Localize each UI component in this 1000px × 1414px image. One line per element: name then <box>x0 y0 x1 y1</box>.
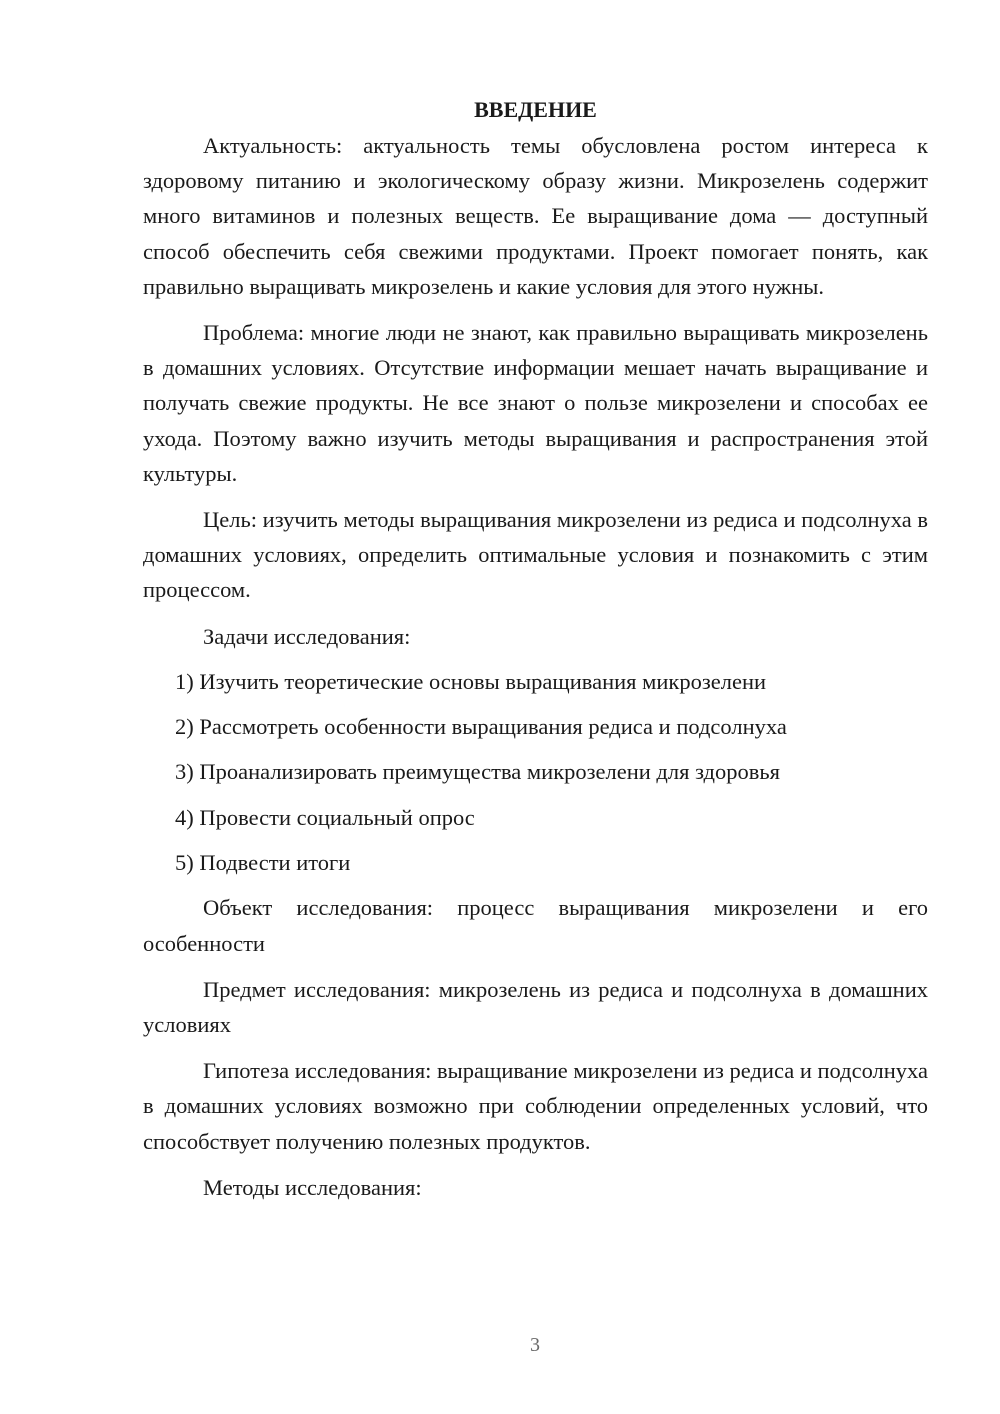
list-item: 1) Изучить теоретические основы выращивания микрозелени <box>175 668 767 694</box>
paragraph-goal: Цель: изучить методы выращивания микрозелени из редиса и подсолнуха в домашних условиях, определить оптимальные условия и познакомить с этим процессом. <box>143 507 928 603</box>
list-item: 3) Проанализировать преимущества микрозелени для здоровья <box>175 759 780 785</box>
section-heading: ВВЕДЕНИЕ <box>474 97 597 122</box>
list-item: 2) Рассмотреть особенности выращивания редиса и подсолнуха <box>175 714 787 740</box>
paragraph-subject: Предмет исследования: микрозелень из редиса и подсолнуха в домашних условиях <box>143 976 928 1037</box>
methods-title: Методы исследования: <box>203 1174 422 1200</box>
tasks-list <box>143 664 928 890</box>
paragraph-problem: Проблема: многие люди не знают, как правильно выращивать микрозелень в домашних условиях. Отсутствие информации мешает начать выращивание и получать свежие продукты. Не все знают о пользе микрозелени и способах ее ухода. Поэтому важно изучить методы выращивания и распространения этой культуры. <box>143 320 928 486</box>
tasks-title: Задачи исследования: <box>203 623 411 649</box>
list-item: 5) Подвести итоги <box>175 850 351 876</box>
page-number: 3 <box>530 1334 540 1356</box>
paragraph-relevance: Актуальность: актуальность темы обусловлена ростом интереса к здоровому питанию и экологическому образу жизни. Микрозелень содержит много витаминов и полезных веществ. Ее выращивание дома — доступный способ обеспечить себя свежими продуктами. Проект помогает понять, как правильно выращивать микрозелень и какие условия для этого нужны. <box>143 133 928 299</box>
paragraph-object: Объект исследования: процесс выращивания микрозелени и его особенности <box>143 895 928 956</box>
list-item: 4) Провести социальный опрос <box>175 804 475 830</box>
document-page <box>143 92 928 1205</box>
paragraph-hypothesis: Гипотеза исследования: выращивание микрозелени из редиса и подсолнуха в домашних условиях возможно при соблюдении определенных условий, что способствует получению полезных продуктов. <box>143 1058 928 1154</box>
